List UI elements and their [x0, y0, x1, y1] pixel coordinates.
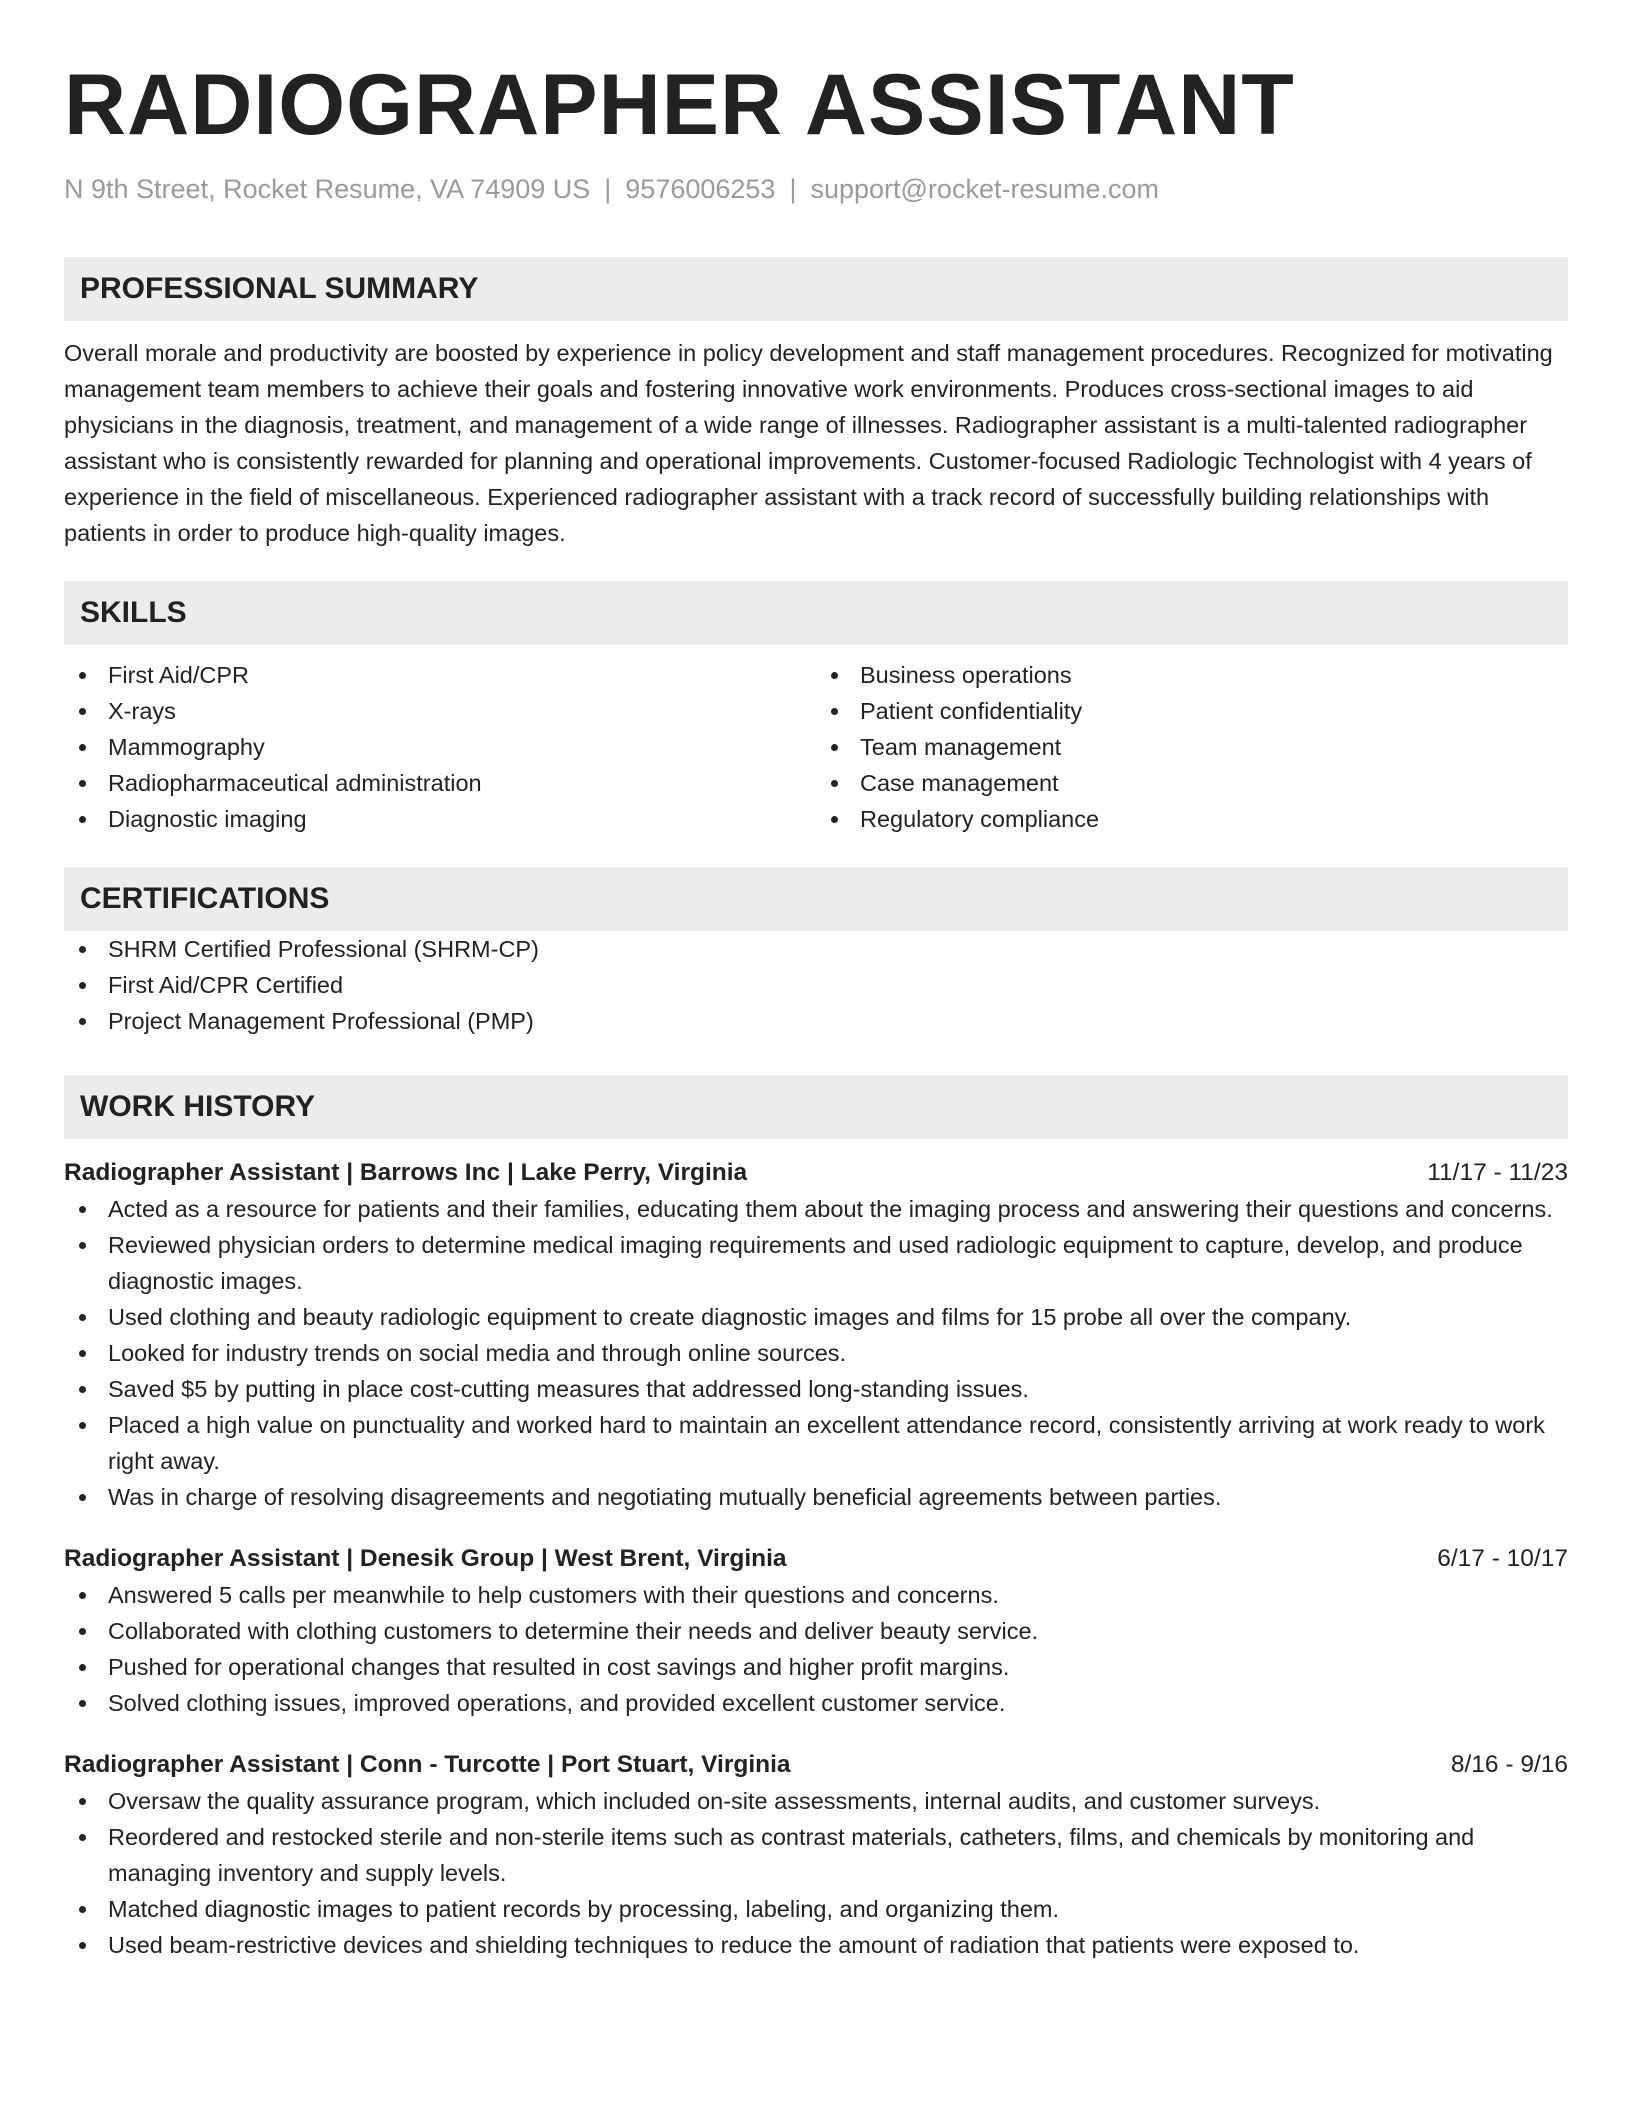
job-bullet: Answered 5 calls per meanwhile to help customers with their questions and concerns. — [64, 1577, 1568, 1613]
skills-column-left — [64, 657, 816, 837]
job-bullet: Acted as a resource for patients and their families, educating them about the imaging process and answering their questions and concerns. — [64, 1191, 1568, 1227]
contact-line — [64, 172, 1568, 207]
contact-separator: | — [789, 174, 797, 204]
job-bullet: Used beam-restrictive devices and shielding techniques to reduce the amount of radiation that patients were exposed to. — [64, 1927, 1568, 1963]
job-dates: 6/17 - 10/17 — [1437, 1545, 1568, 1573]
job-title: Radiographer Assistant | Denesik Group | West Brent, Virginia — [64, 1545, 787, 1573]
certifications-section — [64, 867, 1568, 1039]
job-bullets — [64, 1191, 1568, 1515]
job-bullet: Placed a high value on punctuality and worked hard to maintain an excellent attendance record, consistently arriving at work ready to work right away. — [64, 1407, 1568, 1479]
job-bullet: Oversaw the quality assurance program, which included on-site assessments, internal audits, and customer surveys. — [64, 1783, 1568, 1819]
skill-item: Business operations — [816, 657, 1568, 693]
skill-item: Mammography — [64, 729, 816, 765]
skills-list-left — [64, 657, 816, 837]
job-bullet: Reviewed physician orders to determine medical imaging requirements and used radiologic equipment to capture, develop, and produce diagnostic images. — [64, 1227, 1568, 1299]
candidate-name: RADIOGRAPHER ASSISTANT — [64, 57, 1295, 153]
job-bullet: Used clothing and beauty radiologic equipment to create diagnostic images and films for 15 probe all over the company. — [64, 1299, 1568, 1335]
job-bullet: Matched diagnostic images to patient records by processing, labeling, and organizing them. — [64, 1891, 1568, 1927]
skills-column-right — [816, 657, 1568, 837]
summary-heading: PROFESSIONAL SUMMARY — [64, 257, 1568, 321]
job-title: Radiographer Assistant | Conn - Turcotte | Port Stuart, Virginia — [64, 1751, 791, 1779]
job-title: Radiographer Assistant | Barrows Inc | Lake Perry, Virginia — [64, 1159, 748, 1187]
skill-item: Regulatory compliance — [816, 801, 1568, 837]
certifications-heading: CERTIFICATIONS — [64, 867, 1568, 931]
skills-grid — [64, 657, 1568, 837]
job-dates: 11/17 - 11/23 — [1427, 1159, 1568, 1187]
work-history-section — [64, 1075, 1568, 1963]
job-bullet: Solved clothing issues, improved operations, and provided excellent customer service. — [64, 1685, 1568, 1721]
job-bullet: Pushed for operational changes that resulted in cost savings and higher profit margins. — [64, 1649, 1568, 1685]
skills-heading: SKILLS — [64, 581, 1568, 645]
job-bullet: Saved $5 by putting in place cost-cutting measures that addressed long-standing issues. — [64, 1371, 1568, 1407]
job-header — [64, 1747, 1568, 1783]
job-bullet: Was in charge of resolving disagreements and negotiating mutually beneficial agreements between parties. — [64, 1479, 1568, 1515]
resume-header — [64, 57, 1568, 207]
skill-item: First Aid/CPR — [64, 657, 816, 693]
job-bullets — [64, 1783, 1568, 1963]
job-header — [64, 1541, 1568, 1577]
job-entry — [64, 1155, 1568, 1515]
skill-item: Diagnostic imaging — [64, 801, 816, 837]
job-dates: 8/16 - 9/16 — [1450, 1751, 1568, 1779]
skill-item: Case management — [816, 765, 1568, 801]
job-bullets — [64, 1577, 1568, 1721]
contact-email: support@rocket-resume.com — [810, 174, 1159, 204]
job-bullet: Reordered and restocked sterile and non-sterile items such as contrast materials, catheters, films, and chemicals by monitoring and managing inventory and supply levels. — [64, 1819, 1568, 1891]
certification-item: Project Management Professional (PMP) — [64, 1003, 1568, 1039]
job-entry — [64, 1541, 1568, 1721]
job-entry — [64, 1747, 1568, 1963]
certification-item: SHRM Certified Professional (SHRM-CP) — [64, 931, 1568, 967]
contact-address: N 9th Street, Rocket Resume, VA 74909 US — [64, 174, 591, 204]
contact-separator: | — [604, 174, 612, 204]
skill-item: Radiopharmaceutical administration — [64, 765, 816, 801]
skill-item: X-rays — [64, 693, 816, 729]
job-bullet: Looked for industry trends on social media and through online sources. — [64, 1335, 1568, 1371]
summary-text: Overall morale and productivity are boosted by experience in policy development and staff management procedures. Recognized for motivating management team members to achieve their goals and fostering innovative work environments. Produces cross-sectional images to aid physicians in the diagnosis, treatment, and management of a wide range of illnesses. Radiographer assistant is a multi-talented radiographer assistant who is consistently rewarded for planning and operational improvements. Customer-focused Radiologic Technologist with 4 years of experience in the field of miscellaneous. Experienced radiographer assistant with a track record of successfully building relationships with patients in order to produce high-quality images. — [64, 340, 1553, 547]
certifications-list — [64, 931, 1568, 1039]
summary-section — [64, 257, 1568, 551]
skills-section — [64, 581, 1568, 837]
skill-item: Patient confidentiality — [816, 693, 1568, 729]
skills-list-right — [816, 657, 1568, 837]
contact-phone: 9576006253 — [625, 174, 776, 204]
job-bullet: Collaborated with clothing customers to determine their needs and deliver beauty service. — [64, 1613, 1568, 1649]
certification-item: First Aid/CPR Certified — [64, 967, 1568, 1003]
job-header — [64, 1155, 1568, 1191]
skill-item: Team management — [816, 729, 1568, 765]
work-history-heading: WORK HISTORY — [64, 1075, 1568, 1139]
